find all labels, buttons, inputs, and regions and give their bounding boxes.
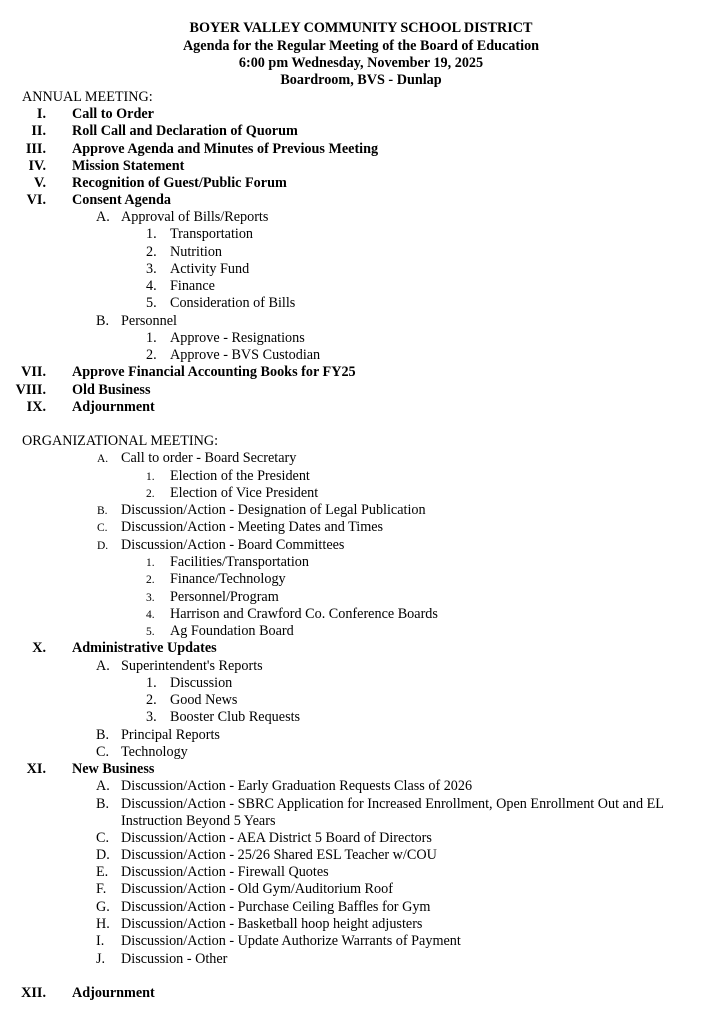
sub-early-graduation: Discussion/Action - Early Graduation Requests Class of 2026 xyxy=(121,778,473,794)
item-recognition-guests: Recognition of Guest/Public Forum xyxy=(72,175,287,191)
sub-letter: A. xyxy=(96,209,110,225)
sub-item: Approve - BVS Custodian xyxy=(170,347,321,363)
sub-letter: B. xyxy=(96,727,110,743)
sub-letter: B. xyxy=(96,313,110,329)
meeting-location: Boardroom, BVS - Dunlap xyxy=(280,72,442,88)
sub-item: Approve - Resignations xyxy=(170,330,305,346)
sub-item: Election of Vice President xyxy=(170,485,319,501)
sub-number: 1. xyxy=(146,330,157,346)
organizational-meeting-title: ORGANIZATIONAL MEETING: xyxy=(22,433,219,449)
item-final-adjournment: Adjournment xyxy=(72,985,155,1001)
sub-item: Transportation xyxy=(170,226,254,242)
sub-letter: C. xyxy=(97,522,108,534)
sub-item: Good News xyxy=(170,692,238,708)
sub-letter: F. xyxy=(96,881,107,897)
sub-gym-roof: Discussion/Action - Old Gym/Auditorium Roof xyxy=(121,881,393,897)
sub-number: 2. xyxy=(146,347,157,363)
sub-letter: I. xyxy=(96,933,105,949)
item-number: III. xyxy=(25,141,46,157)
sub-letter: G. xyxy=(96,899,110,915)
sub-aea-board: Discussion/Action - AEA District 5 Board of Directors xyxy=(121,830,432,846)
sub-number: 1. xyxy=(146,675,157,691)
item-approve-agenda: Approve Agenda and Minutes of Previous Meeting xyxy=(72,141,379,157)
sub-item: Finance/Technology xyxy=(170,571,286,587)
sub-number: 2. xyxy=(146,488,155,500)
annual-meeting-title: ANNUAL MEETING: xyxy=(22,89,153,105)
sub-number: 3. xyxy=(146,261,157,277)
item-consent-agenda: Consent Agenda xyxy=(72,192,171,208)
meeting-datetime: 6:00 pm Wednesday, November 19, 2025 xyxy=(238,55,484,71)
sub-letter: D. xyxy=(96,847,110,863)
sub-esl-teacher: Discussion/Action - 25/26 Shared ESL Teacher w/COU xyxy=(121,847,437,863)
sub-letter: H. xyxy=(96,916,110,932)
item-number: IX. xyxy=(26,399,46,415)
sub-item: Nutrition xyxy=(170,244,223,260)
sub-legal-publication: Discussion/Action - Designation of Legal Publication xyxy=(121,502,426,518)
item-administrative-updates: Administrative Updates xyxy=(72,640,217,656)
sub-superintendent-reports: Superintendent's Reports xyxy=(121,658,263,674)
sub-letter: A. xyxy=(97,453,109,465)
sub-personnel: Personnel xyxy=(121,313,177,329)
item-new-business: New Business xyxy=(72,761,155,777)
item-financial-books: Approve Financial Accounting Books for FY25 xyxy=(72,364,356,380)
sub-item: Discussion xyxy=(170,675,233,691)
sub-item: Election of the President xyxy=(170,468,310,484)
sub-letter: B. xyxy=(96,796,110,812)
agenda-subtitle: Agenda for the Regular Meeting of the Board of Education xyxy=(182,38,540,54)
item-number: XII. xyxy=(21,985,46,1001)
sub-letter: E. xyxy=(96,864,109,880)
sub-firewall-quotes: Discussion/Action - Firewall Quotes xyxy=(121,864,329,880)
sub-letter: A. xyxy=(96,658,110,674)
sub-ceiling-baffles: Discussion/Action - Purchase Ceiling Baffles for Gym xyxy=(121,899,431,915)
item-mission-statement: Mission Statement xyxy=(72,158,185,174)
sub-approval-bills: Approval of Bills/Reports xyxy=(121,209,269,225)
sub-item: Personnel/Program xyxy=(170,589,279,605)
sub-letter: D. xyxy=(97,540,109,552)
sub-discussion-other: Discussion - Other xyxy=(121,951,228,967)
sub-number: 5. xyxy=(146,626,155,638)
sub-letter: C. xyxy=(96,744,110,760)
sub-sbrc-application: Discussion/Action - SBRC Application for Increased Enrollment, Open Enrollment Out and EL Instruction Beyond 5 Years xyxy=(121,796,664,829)
sub-number: 5. xyxy=(146,295,157,311)
item-number: I. xyxy=(36,106,46,122)
sub-item: Ag Foundation Board xyxy=(170,623,294,639)
sub-technology: Technology xyxy=(121,744,188,760)
sub-item: Booster Club Requests xyxy=(170,709,301,725)
sub-number: 2. xyxy=(146,244,157,260)
item-number: V. xyxy=(34,175,46,191)
sub-letter: A. xyxy=(96,778,110,794)
sub-meeting-dates: Discussion/Action - Meeting Dates and Times xyxy=(121,519,384,535)
sub-number: 4. xyxy=(146,609,155,621)
sub-item: Harrison and Crawford Co. Conference Boards xyxy=(170,606,438,622)
district-name: BOYER VALLEY COMMUNITY SCHOOL DISTRICT xyxy=(189,20,533,36)
sub-number: 2. xyxy=(146,574,155,586)
sub-number: 1. xyxy=(146,471,155,483)
sub-number: 3. xyxy=(146,709,157,725)
item-number: II. xyxy=(31,123,46,139)
item-roll-call: Roll Call and Declaration of Quorum xyxy=(72,123,298,139)
item-number: XI. xyxy=(26,761,46,777)
item-adjournment: Adjournment xyxy=(72,399,155,415)
item-number: VIII. xyxy=(15,382,46,398)
item-call-to-order: Call to Order xyxy=(72,106,154,122)
sub-principal-reports: Principal Reports xyxy=(121,727,220,743)
sub-item: Activity Fund xyxy=(170,261,250,277)
item-number: X. xyxy=(32,640,46,656)
sub-number: 2. xyxy=(146,692,157,708)
sub-number: 3. xyxy=(146,592,155,604)
sub-board-committees: Discussion/Action - Board Committees xyxy=(121,537,345,553)
item-old-business: Old Business xyxy=(72,382,151,398)
sub-number: 4. xyxy=(146,278,157,294)
item-number: IV. xyxy=(28,158,46,174)
sub-item: Facilities/Transportation xyxy=(170,554,309,570)
item-number: VI. xyxy=(26,192,46,208)
sub-warrants-payment: Discussion/Action - Update Authorize Warrants of Payment xyxy=(121,933,461,949)
sub-letter: C. xyxy=(96,830,110,846)
item-number: VII. xyxy=(21,364,46,380)
sub-letter: J. xyxy=(96,951,106,967)
sub-item: Finance xyxy=(170,278,215,294)
sub-number: 1. xyxy=(146,557,155,569)
sub-item: Consideration of Bills xyxy=(170,295,296,311)
sub-hoop-adjusters: Discussion/Action - Basketball hoop height adjusters xyxy=(121,916,423,932)
sub-number: 1. xyxy=(146,226,157,242)
sub-call-to-order: Call to order - Board Secretary xyxy=(121,450,297,466)
sub-letter: B. xyxy=(97,505,108,517)
